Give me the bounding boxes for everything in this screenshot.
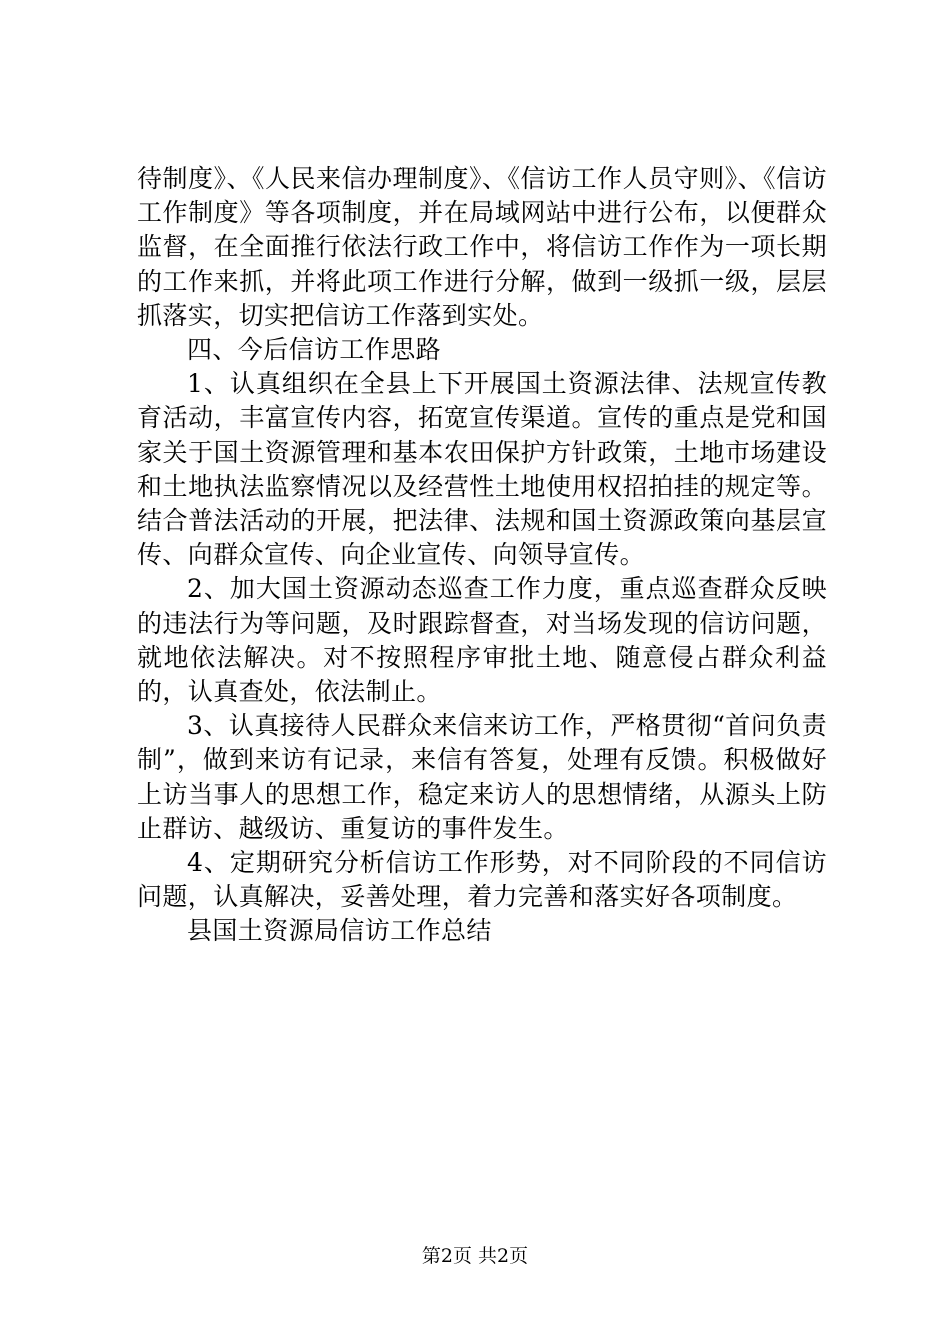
document-body — [137, 162, 827, 949]
page-number: 第2页 共2页 — [421, 1245, 529, 1267]
paragraph-item-3: 3、认真接待人民群众来信来访工作，严格贯彻“首问负责制”，做到来访有记录，来信有答复，处理有反馈。积极做好上访当事人的思想工作，稳定来访人的思想情绪，从源头上防止群访、越级访、重复访的事件发生。 — [137, 711, 827, 843]
paragraph-item-1: 1、认真组织在全县上下开展国土资源法律、法规宣传教育活动，丰富宣传内容，拓宽宣传渠道。宣传的重点是党和国家关于国土资源管理和基本农田保护方针政策，土地市场建设和土地执法监察情况以及经营性土地使用权招拍挂的规定等。结合普法活动的开展，把法律、法规和国土资源政策向基层宣传、向群众宣传、向企业宣传、向领导宣传。 — [137, 369, 827, 570]
section-heading: 四、今后信访工作思路 — [187, 335, 442, 365]
paragraph-item-2: 2、加大国土资源动态巡查工作力度，重点巡查群众反映的违法行为等问题，及时跟踪督查，对当场发现的信访问题，就地依法解决。对不按照程序审批土地、随意侵占群众利益的，认真查处，依法制止。 — [137, 574, 827, 707]
paragraph-continuation: 待制度》、《人民来信办理制度》、《信访工作人员守则》、《信访工作制度》等各项制度，并在局域网站中进行公布，以便群众监督，在全面推行依法行政工作中，将信访工作作为一项长期的工作来抓，并将此项工作进行分解，做到一级抓一级，层层抓落实，切实把信访工作落到实处。 — [137, 164, 827, 330]
document-closing-title: 县国土资源局信访工作总结 — [187, 916, 492, 946]
paragraph-item-4: 4、定期研究分析信访工作形势，对不同阶段的不同信访问题，认真解决，妥善处理，着力完善和落实好各项制度。 — [137, 848, 827, 912]
